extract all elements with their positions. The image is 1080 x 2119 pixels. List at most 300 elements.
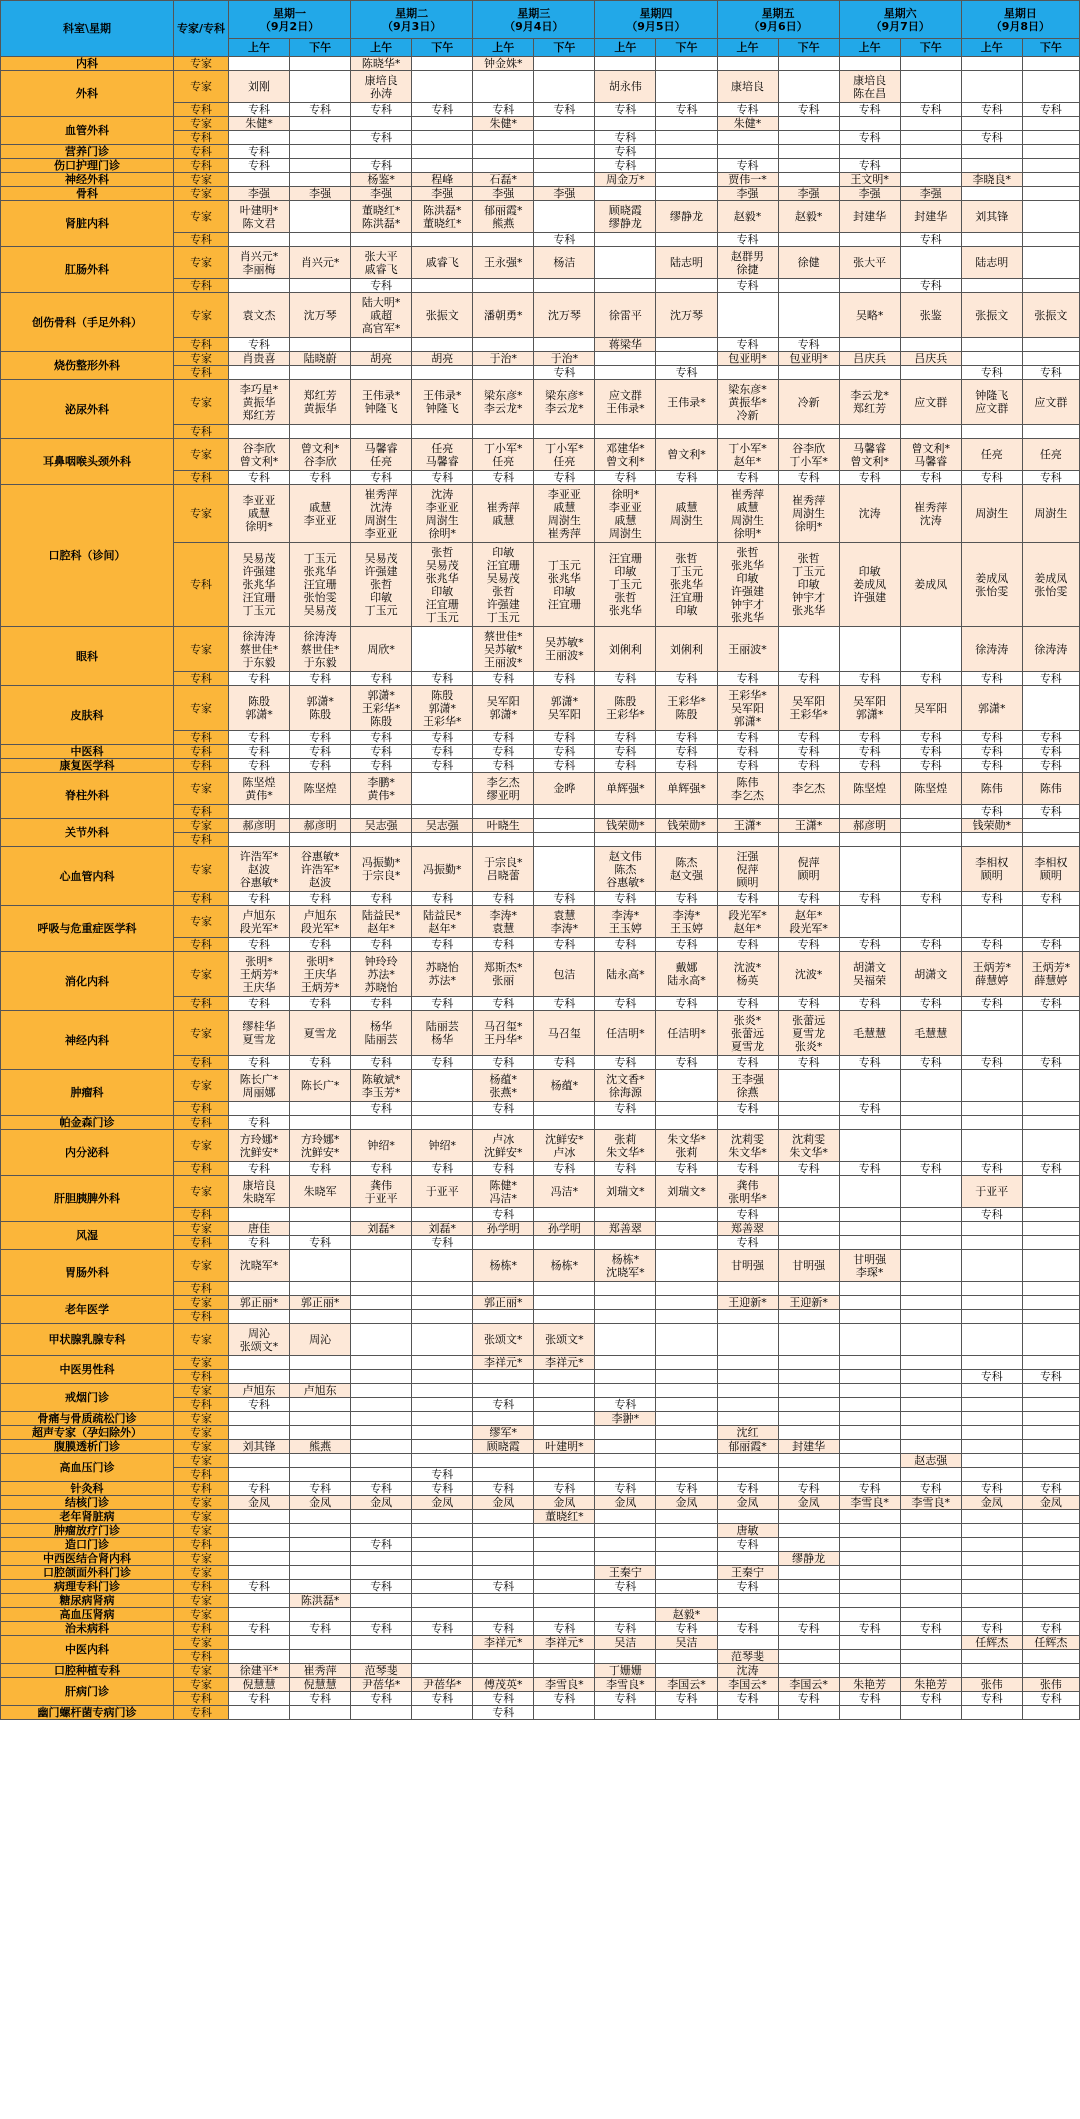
- schedule-cell: [1022, 131, 1079, 145]
- schedule-cell: [717, 366, 778, 380]
- table-row: [1, 1608, 1080, 1622]
- schedule-cell: [656, 1222, 717, 1236]
- schedule-cell: 吴略*: [839, 293, 900, 338]
- schedule-cell: [778, 1324, 839, 1356]
- schedule-cell: [961, 1310, 1022, 1324]
- schedule-cell: 王文明*: [839, 173, 900, 187]
- schedule-cell: 专科: [290, 672, 351, 686]
- schedule-cell: [1022, 1222, 1079, 1236]
- schedule-cell: [290, 1398, 351, 1412]
- schedule-cell: [961, 338, 1022, 352]
- schedule-cell: [473, 1524, 534, 1538]
- schedule-cell: 李相权 顾明: [1022, 847, 1079, 892]
- schedule-cell: 马召玺* 王丹华*: [473, 1011, 534, 1056]
- schedule-cell: [534, 1594, 595, 1608]
- schedule-cell: 专科: [534, 1692, 595, 1706]
- schedule-cell: 专科: [717, 103, 778, 117]
- row-type: 专家: [174, 1176, 229, 1208]
- schedule-cell: [534, 173, 595, 187]
- table-row: [1, 952, 1080, 997]
- table-row: [1, 439, 1080, 471]
- schedule-cell: [717, 1412, 778, 1426]
- schedule-cell: 专科: [656, 366, 717, 380]
- schedule-cell: [534, 1706, 595, 1720]
- schedule-cell: 专科: [717, 745, 778, 759]
- schedule-cell: 张鉴: [900, 293, 961, 338]
- schedule-cell: 吴苏敏* 王丽波*: [534, 627, 595, 672]
- schedule-cell: 金凤: [717, 1496, 778, 1510]
- schedule-cell: 专科: [1022, 471, 1079, 485]
- schedule-cell: [778, 1426, 839, 1440]
- schedule-cell: [412, 1636, 473, 1650]
- schedule-cell: 熊燕: [290, 1440, 351, 1454]
- schedule-cell: [534, 1208, 595, 1222]
- table-row: [1, 1440, 1080, 1454]
- schedule-cell: [656, 425, 717, 439]
- schedule-cell: 专科: [900, 103, 961, 117]
- schedule-cell: 谷李欣 丁小军*: [778, 439, 839, 471]
- schedule-cell: 专科: [351, 1056, 412, 1070]
- schedule-cell: [290, 1116, 351, 1130]
- schedule-cell: [290, 173, 351, 187]
- schedule-cell: 专科: [961, 892, 1022, 906]
- schedule-cell: [900, 173, 961, 187]
- row-type: 专科: [174, 731, 229, 745]
- schedule-cell: 唐佳: [229, 1222, 290, 1236]
- schedule-cell: 专科: [229, 145, 290, 159]
- schedule-cell: 专科: [961, 1692, 1022, 1706]
- schedule-cell: [839, 805, 900, 819]
- schedule-cell: [534, 805, 595, 819]
- schedule-cell: 专科: [412, 1056, 473, 1070]
- schedule-cell: [229, 833, 290, 847]
- schedule-cell: [1022, 1524, 1079, 1538]
- schedule-cell: [900, 1538, 961, 1552]
- schedule-cell: 李亚亚 戚慧 周澍生 崔秀萍: [534, 485, 595, 543]
- schedule-cell: [778, 1398, 839, 1412]
- schedule-cell: 专科: [961, 1056, 1022, 1070]
- schedule-cell: 李雪良*: [900, 1496, 961, 1510]
- schedule-cell: [534, 1426, 595, 1440]
- schedule-cell: 专科: [412, 103, 473, 117]
- schedule-cell: 郭潇* 陈殷: [290, 686, 351, 731]
- schedule-cell: [595, 233, 656, 247]
- schedule-cell: 刘其锋: [229, 1440, 290, 1454]
- schedule-cell: [961, 1454, 1022, 1468]
- schedule-cell: 李雪良*: [534, 1678, 595, 1692]
- table-row: [1, 485, 1080, 543]
- department-name: 口腔种植专科: [1, 1664, 174, 1678]
- schedule-cell: [290, 201, 351, 233]
- schedule-cell: [229, 1636, 290, 1650]
- row-type: 专科: [174, 1398, 229, 1412]
- schedule-cell: 郭潇*: [961, 686, 1022, 731]
- schedule-cell: 专科: [595, 131, 656, 145]
- schedule-cell: [229, 1356, 290, 1370]
- row-type: 专家: [174, 1594, 229, 1608]
- schedule-cell: 专科: [900, 1482, 961, 1496]
- schedule-cell: [351, 1608, 412, 1622]
- schedule-cell: 石磊*: [473, 173, 534, 187]
- department-name: 甲状腺乳腺专科: [1, 1324, 174, 1356]
- schedule-cell: [1022, 338, 1079, 352]
- schedule-cell: [595, 279, 656, 293]
- schedule-cell: 任辉杰: [1022, 1636, 1079, 1650]
- schedule-cell: 专科: [656, 759, 717, 773]
- schedule-cell: [778, 1236, 839, 1250]
- schedule-cell: 张莉 朱文华*: [595, 1130, 656, 1162]
- schedule-cell: [412, 159, 473, 173]
- schedule-cell: 崔秀萍 沈涛: [900, 485, 961, 543]
- schedule-cell: [412, 279, 473, 293]
- schedule-cell: [595, 366, 656, 380]
- schedule-cell: [900, 1580, 961, 1594]
- schedule-cell: [1022, 1236, 1079, 1250]
- schedule-cell: [473, 145, 534, 159]
- table-row: [1, 847, 1080, 892]
- department-name: 血管外科: [1, 117, 174, 145]
- schedule-cell: 李祥元*: [534, 1636, 595, 1650]
- row-type: 专家: [174, 1412, 229, 1426]
- schedule-cell: [839, 366, 900, 380]
- schedule-cell: [778, 1310, 839, 1324]
- schedule-cell: 专科: [1022, 366, 1079, 380]
- schedule-cell: 潘朝勇*: [473, 293, 534, 338]
- schedule-cell: 戚慧 李亚亚: [290, 485, 351, 543]
- schedule-cell: 任亮 马馨睿: [412, 439, 473, 471]
- schedule-cell: 吴军阳: [900, 686, 961, 731]
- schedule-cell: 缪军*: [473, 1426, 534, 1440]
- department-name: 口腔颌面外科门诊: [1, 1566, 174, 1580]
- schedule-cell: 刘磊*: [412, 1222, 473, 1236]
- schedule-cell: [717, 833, 778, 847]
- schedule-cell: [351, 1454, 412, 1468]
- schedule-cell: 郝彦明: [229, 819, 290, 833]
- schedule-cell: 专科: [595, 159, 656, 173]
- schedule-cell: 李强: [839, 187, 900, 201]
- corner-header: 科室\星期: [1, 1, 174, 57]
- schedule-cell: [717, 1116, 778, 1130]
- schedule-cell: 郑善翠: [595, 1222, 656, 1236]
- schedule-cell: [717, 1594, 778, 1608]
- schedule-cell: [961, 1250, 1022, 1282]
- schedule-cell: [717, 145, 778, 159]
- row-type: 专科: [174, 103, 229, 117]
- schedule-cell: 陈伟 李乞杰: [717, 773, 778, 805]
- schedule-cell: [717, 1356, 778, 1370]
- schedule-cell: [1022, 1468, 1079, 1482]
- row-type: 专家: [174, 57, 229, 71]
- schedule-cell: [412, 145, 473, 159]
- schedule-cell: 专科: [717, 279, 778, 293]
- schedule-cell: 专科: [534, 892, 595, 906]
- schedule-cell: 沈莉雯 朱文华*: [778, 1130, 839, 1162]
- schedule-cell: [595, 1608, 656, 1622]
- schedule-cell: [412, 1116, 473, 1130]
- row-type: 专科: [174, 338, 229, 352]
- schedule-cell: 李相权 顾明: [961, 847, 1022, 892]
- schedule-cell: [656, 159, 717, 173]
- schedule-cell: 包洁: [534, 952, 595, 997]
- schedule-cell: [656, 279, 717, 293]
- schedule-cell: [473, 1552, 534, 1566]
- schedule-cell: [351, 1208, 412, 1222]
- schedule-cell: 曾文利* 马馨睿: [900, 439, 961, 471]
- schedule-cell: [961, 906, 1022, 938]
- row-type: 专科: [174, 833, 229, 847]
- schedule-cell: 倪慧慧: [290, 1678, 351, 1692]
- schedule-cell: [900, 1384, 961, 1398]
- schedule-cell: 专科: [229, 892, 290, 906]
- schedule-cell: 专科: [961, 1162, 1022, 1176]
- schedule-cell: 专科: [961, 745, 1022, 759]
- schedule-cell: [656, 117, 717, 131]
- schedule-cell: [900, 1116, 961, 1130]
- schedule-cell: [1022, 1426, 1079, 1440]
- schedule-cell: [534, 1664, 595, 1678]
- row-type: 专家: [174, 847, 229, 892]
- schedule-cell: 夏雪龙: [290, 1011, 351, 1056]
- schedule-cell: 徐涛涛: [961, 627, 1022, 672]
- schedule-cell: 冯振勤* 于宗良*: [351, 847, 412, 892]
- schedule-cell: [839, 1454, 900, 1468]
- schedule-cell: 专科: [351, 892, 412, 906]
- schedule-cell: 专科: [351, 103, 412, 117]
- schedule-cell: [778, 833, 839, 847]
- schedule-cell: [1022, 1412, 1079, 1426]
- schedule-cell: 专科: [595, 1482, 656, 1496]
- schedule-cell: 李雪良*: [839, 1496, 900, 1510]
- schedule-cell: [473, 338, 534, 352]
- schedule-cell: 专科: [595, 1102, 656, 1116]
- row-type: 专科: [174, 1116, 229, 1130]
- schedule-cell: 专科: [961, 103, 1022, 117]
- schedule-cell: 刘瑞文*: [595, 1176, 656, 1208]
- schedule-cell: 专科: [473, 745, 534, 759]
- schedule-cell: [351, 1524, 412, 1538]
- schedule-cell: 甘明强: [717, 1250, 778, 1282]
- schedule-cell: [900, 1324, 961, 1356]
- schedule-cell: 专科: [1022, 1622, 1079, 1636]
- schedule-cell: [717, 1282, 778, 1296]
- schedule-cell: 专科: [1022, 1056, 1079, 1070]
- schedule-cell: [961, 1412, 1022, 1426]
- schedule-cell: 专科: [656, 672, 717, 686]
- schedule-cell: 杨蕴* 张燕*: [473, 1070, 534, 1102]
- schedule-cell: [290, 1222, 351, 1236]
- schedule-cell: 缪桂华 夏雪龙: [229, 1011, 290, 1056]
- schedule-cell: 吕庆兵: [839, 352, 900, 366]
- table-row: [1, 1678, 1080, 1692]
- schedule-cell: 郁丽霞* 熊燕: [473, 201, 534, 233]
- schedule-cell: [961, 833, 1022, 847]
- schedule-cell: [473, 279, 534, 293]
- schedule-cell: 郭潇* 王彩华* 陈殷: [351, 686, 412, 731]
- schedule-cell: [900, 1236, 961, 1250]
- pm-header: 下午: [290, 39, 351, 57]
- schedule-cell: 专科: [290, 1482, 351, 1496]
- schedule-cell: 尹蓓华*: [351, 1678, 412, 1692]
- row-type: 专家: [174, 1678, 229, 1692]
- schedule-cell: [534, 1580, 595, 1594]
- schedule-cell: 陈晓华*: [351, 57, 412, 71]
- schedule-cell: [595, 352, 656, 366]
- day-name: 星期三: [517, 6, 551, 20]
- schedule-cell: 包亚明*: [717, 352, 778, 366]
- schedule-cell: 专科: [595, 1692, 656, 1706]
- schedule-cell: [961, 1566, 1022, 1580]
- row-type: 专家: [174, 247, 229, 279]
- schedule-cell: 专科: [229, 1236, 290, 1250]
- schedule-cell: [1022, 1650, 1079, 1664]
- schedule-cell: [778, 627, 839, 672]
- schedule-cell: [961, 1608, 1022, 1622]
- table-row: [1, 71, 1080, 103]
- schedule-cell: [290, 71, 351, 103]
- day-header: [351, 1, 473, 39]
- schedule-cell: 钟金姝*: [473, 57, 534, 71]
- schedule-cell: 张哲 丁玉元 张兆华 汪宜珊 印敏: [656, 543, 717, 627]
- schedule-cell: [351, 1116, 412, 1130]
- schedule-cell: 专科: [412, 731, 473, 745]
- department-name: 治未病科: [1, 1622, 174, 1636]
- schedule-cell: 专科: [717, 997, 778, 1011]
- schedule-cell: 专科: [229, 1116, 290, 1130]
- schedule-cell: [412, 805, 473, 819]
- schedule-cell: [351, 1426, 412, 1440]
- schedule-cell: 沈涛: [839, 485, 900, 543]
- schedule-cell: 专科: [595, 892, 656, 906]
- day-name: 星期二: [395, 6, 429, 20]
- schedule-cell: [961, 1130, 1022, 1162]
- schedule-cell: [961, 1222, 1022, 1236]
- schedule-cell: [534, 1116, 595, 1130]
- schedule-cell: [656, 1102, 717, 1116]
- department-name: 肛肠外科: [1, 247, 174, 293]
- am-header: 上午: [717, 39, 778, 57]
- schedule-cell: 张蕾远 夏雪龙 张炎*: [778, 1011, 839, 1056]
- schedule-cell: [900, 1102, 961, 1116]
- schedule-cell: 单辉强*: [595, 773, 656, 805]
- schedule-cell: 吴洁: [656, 1636, 717, 1650]
- row-type: 专家: [174, 1426, 229, 1440]
- schedule-cell: 王伟录* 钟隆飞: [351, 380, 412, 425]
- schedule-cell: [1022, 233, 1079, 247]
- row-type: 专家: [174, 380, 229, 425]
- schedule-cell: [534, 1384, 595, 1398]
- row-type: 专科: [174, 997, 229, 1011]
- schedule-cell: [290, 1650, 351, 1664]
- table-row: [1, 1524, 1080, 1538]
- row-type: 专家: [174, 1070, 229, 1102]
- schedule-cell: 陈殷 王彩华*: [595, 686, 656, 731]
- schedule-cell: [656, 1296, 717, 1310]
- schedule-cell: 沈万琴: [290, 293, 351, 338]
- schedule-cell: 专科: [473, 1398, 534, 1412]
- schedule-cell: [534, 1524, 595, 1538]
- schedule-cell: [961, 1440, 1022, 1454]
- schedule-cell: [961, 1384, 1022, 1398]
- schedule-cell: [900, 1356, 961, 1370]
- schedule-cell: [534, 1566, 595, 1580]
- schedule-cell: 倪萍 顾明: [778, 847, 839, 892]
- schedule-cell: [290, 1370, 351, 1384]
- department-name: 腹膜透析门诊: [1, 1440, 174, 1454]
- schedule-cell: [290, 131, 351, 145]
- schedule-cell: 肖兴元*: [290, 247, 351, 279]
- schedule-cell: 姜成凤: [900, 543, 961, 627]
- schedule-cell: 专科: [412, 938, 473, 952]
- schedule-cell: 专科: [229, 1622, 290, 1636]
- schedule-cell: [839, 1566, 900, 1580]
- schedule-cell: 专科: [717, 731, 778, 745]
- schedule-cell: [778, 1608, 839, 1622]
- schedule-cell: 沈文香* 徐海源: [595, 1070, 656, 1102]
- schedule-cell: [900, 1440, 961, 1454]
- schedule-cell: [778, 1102, 839, 1116]
- table-row: [1, 247, 1080, 279]
- schedule-cell: 钟隆飞 应文群: [961, 380, 1022, 425]
- schedule-cell: 冯洁*: [534, 1176, 595, 1208]
- schedule-cell: 徐雷平: [595, 293, 656, 338]
- schedule-cell: [412, 1594, 473, 1608]
- schedule-cell: 专科: [839, 892, 900, 906]
- schedule-cell: 专科: [534, 938, 595, 952]
- schedule-cell: 李强: [351, 187, 412, 201]
- schedule-cell: [778, 1454, 839, 1468]
- row-type: 专科: [174, 233, 229, 247]
- schedule-cell: [900, 1070, 961, 1102]
- table-row: [1, 1552, 1080, 1566]
- schedule-cell: 吴志强: [412, 819, 473, 833]
- schedule-cell: [961, 352, 1022, 366]
- schedule-cell: 陈坚煌: [839, 773, 900, 805]
- row-type: 专科: [174, 366, 229, 380]
- schedule-cell: 专科: [717, 938, 778, 952]
- table-row: [1, 1324, 1080, 1356]
- row-type: 专科: [174, 805, 229, 819]
- schedule-cell: 陈坚煌: [290, 773, 351, 805]
- row-type: 专科: [174, 1208, 229, 1222]
- schedule-cell: 专科: [595, 1162, 656, 1176]
- schedule-cell: 专科: [717, 1692, 778, 1706]
- schedule-cell: 王彩华* 陈殷: [656, 686, 717, 731]
- schedule-cell: 段光军* 赵年*: [717, 906, 778, 938]
- schedule-cell: 专科: [290, 1692, 351, 1706]
- schedule-cell: 毛慧慧: [900, 1011, 961, 1056]
- schedule-cell: 专科: [229, 338, 290, 352]
- row-type: 专家: [174, 1130, 229, 1162]
- table-row: [1, 906, 1080, 938]
- department-name: 神经内科: [1, 1011, 174, 1070]
- schedule-cell: 朱晓军: [290, 1176, 351, 1208]
- department-name: 消化内科: [1, 952, 174, 1011]
- schedule-cell: 封建华: [778, 1440, 839, 1454]
- schedule-cell: 崔秀萍 周澍生 徐明*: [778, 485, 839, 543]
- schedule-cell: [290, 1538, 351, 1552]
- schedule-cell: 专科: [778, 1622, 839, 1636]
- schedule-cell: [229, 366, 290, 380]
- schedule-cell: 专科: [1022, 731, 1079, 745]
- schedule-cell: [656, 1426, 717, 1440]
- department-name: 幽门螺杆菌专病门诊: [1, 1706, 174, 1720]
- schedule-cell: 专科: [229, 938, 290, 952]
- schedule-cell: [595, 1552, 656, 1566]
- schedule-cell: 专科: [534, 759, 595, 773]
- schedule-cell: [778, 1636, 839, 1650]
- schedule-cell: [351, 1468, 412, 1482]
- schedule-cell: 王迎新*: [778, 1296, 839, 1310]
